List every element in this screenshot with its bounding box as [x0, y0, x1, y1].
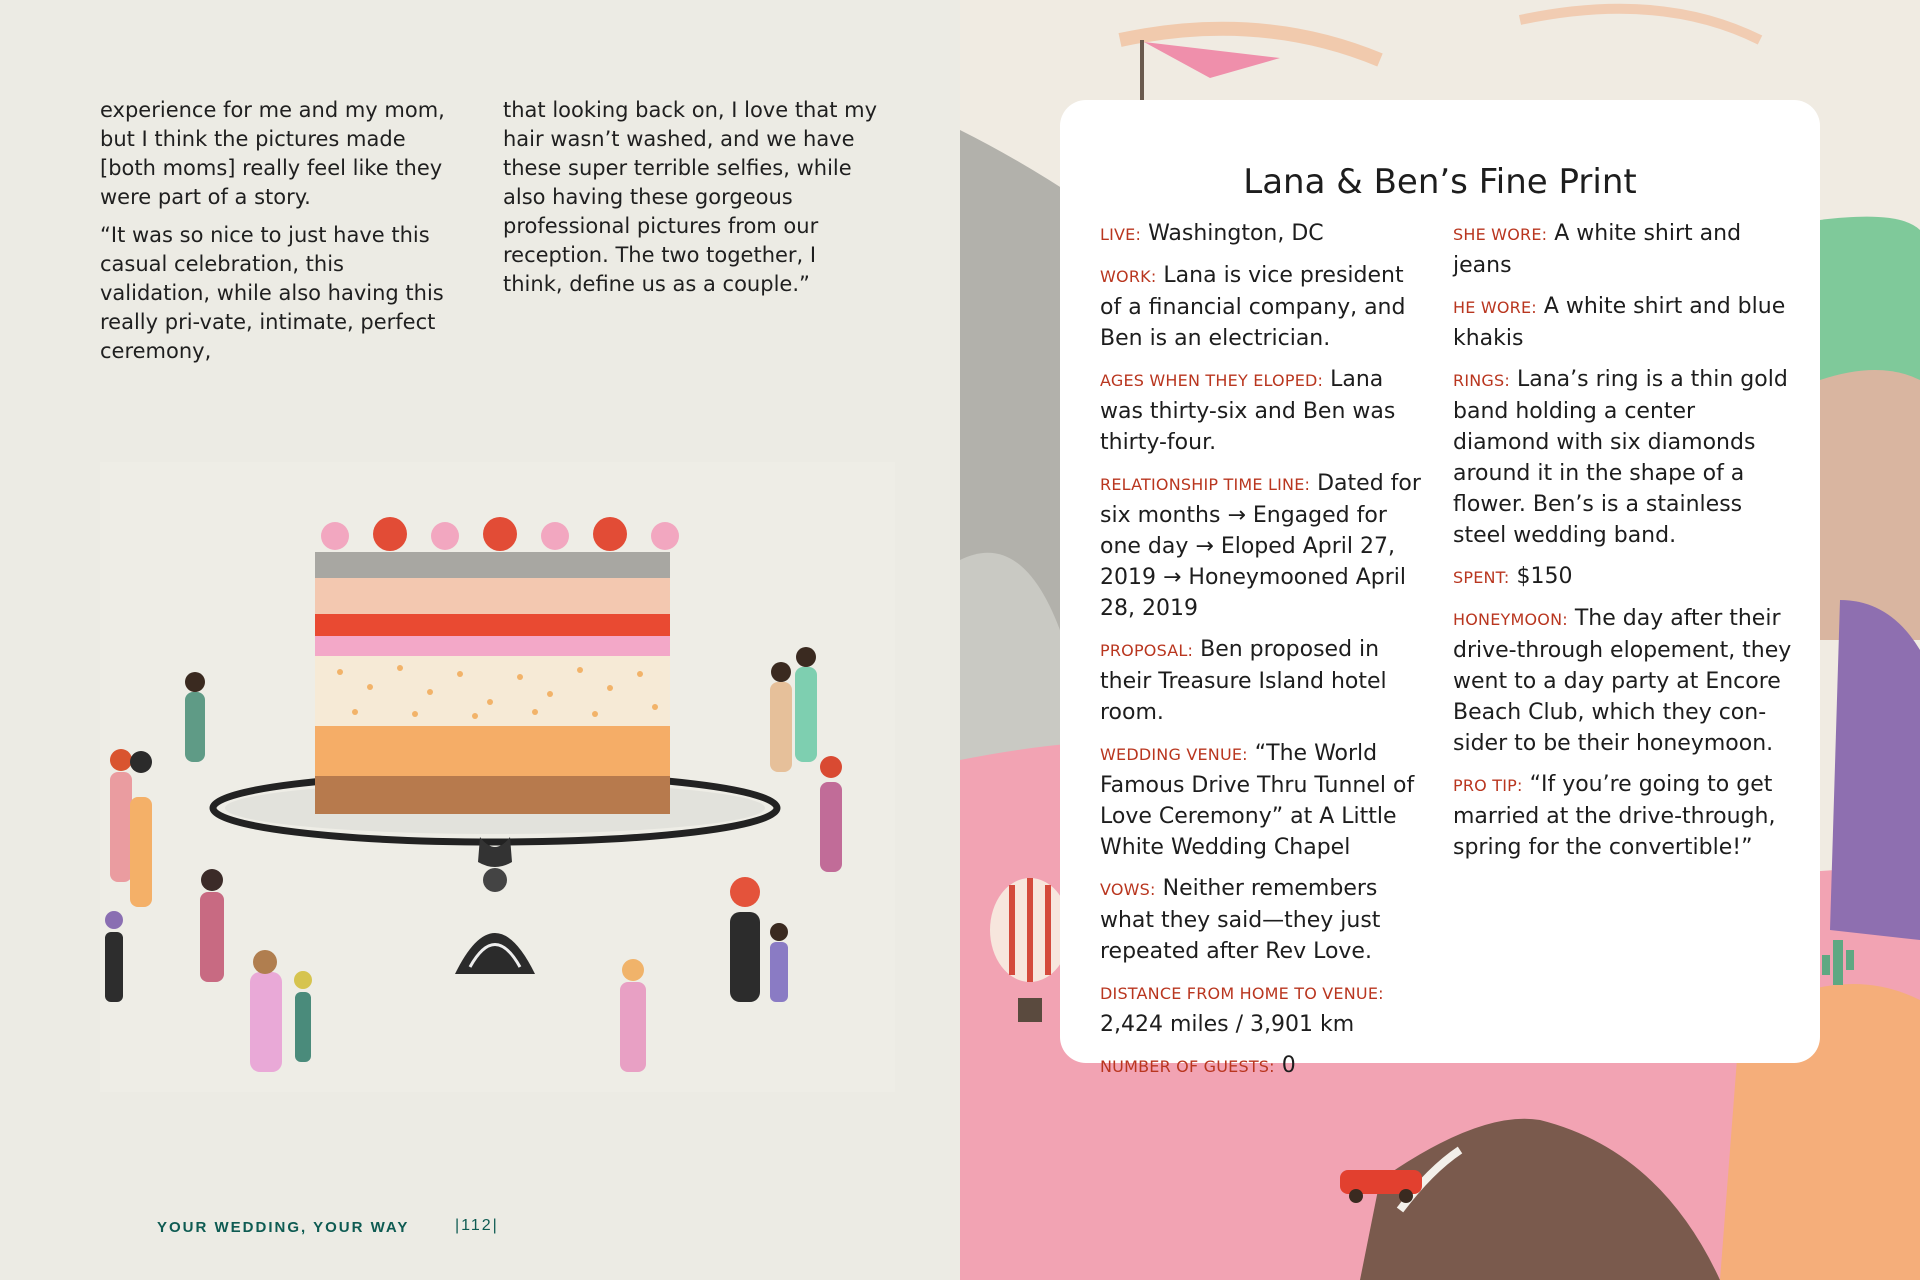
- fact-item: [1100, 634, 1430, 728]
- paragraph: that looking back on, I love that my hair wasn’t washed, and we have these super terrible selfies, while also having these gorgeous professional pictures from our reception. The two together, I think, define us as a couple.”: [503, 98, 878, 296]
- fact-label: LIVE:: [1100, 225, 1142, 244]
- fact-value: 2,424 miles / 3,901 km: [1100, 1012, 1355, 1037]
- fact-value: Lana was thirty-six and Ben was thirty-four.: [1100, 367, 1396, 455]
- text-column-2: [503, 96, 878, 308]
- fact-value: Dated for six months → Engaged for one day → Eloped April 27, 2019 → Honeymooned April 28, 2019: [1100, 471, 1421, 621]
- fact-label: SPENT:: [1453, 568, 1510, 587]
- wedding-cake-illustration: [100, 462, 895, 1092]
- fact-value: The day after their drive-through elopement, they went to a day party at Encore Beach Club, which they con-sider to be their honeymoon.: [1453, 606, 1792, 756]
- text-column-1: [100, 96, 455, 375]
- fact-item: [1100, 1050, 1430, 1082]
- page-number: |112|: [455, 1217, 499, 1234]
- cake: [315, 517, 679, 814]
- fact-value: Lana’s ring is a thin gold band holding a center diamond with six diamonds around it in the shape of a flower. Ben’s is a stainless steel wedding band.: [1453, 367, 1788, 548]
- fact-label: RINGS:: [1453, 371, 1510, 390]
- fact-item: [1453, 291, 1793, 354]
- fact-value: $150: [1516, 564, 1573, 589]
- fact-value: “The World Famous Drive Thru Tunnel of Love Ceremony” at A Little White Wedding Chapel: [1100, 741, 1415, 860]
- fact-item: [1453, 769, 1793, 863]
- fact-value: A white shirt and blue khakis: [1453, 294, 1786, 351]
- facts-column-left: [1100, 218, 1430, 1092]
- fact-value: Ben proposed in their Treasure Island hotel room.: [1100, 637, 1387, 725]
- fact-label: SHE WORE:: [1453, 225, 1548, 244]
- fact-label: HE WORE:: [1453, 298, 1537, 317]
- facts-column-right: [1453, 218, 1793, 873]
- fact-item: [1453, 603, 1793, 759]
- fact-value: 0: [1281, 1053, 1296, 1078]
- fact-item: [1100, 873, 1430, 967]
- fact-item: [1100, 364, 1430, 458]
- paragraph: experience for me and my mom, but I think the pictures made [both moms] really feel like they were part of a story.: [100, 98, 445, 209]
- fact-item: [1100, 977, 1430, 1040]
- fact-label: VOWS:: [1100, 880, 1156, 899]
- running-footer-title: YOUR WEDDING, YOUR WAY: [157, 1219, 410, 1236]
- fact-label: HONEYMOON:: [1453, 610, 1568, 629]
- fact-value: Lana is vice president of a financial company, and Ben is an electrician.: [1100, 263, 1406, 351]
- fine-print-card: [1060, 100, 1820, 1078]
- fact-item: [1100, 218, 1430, 250]
- fact-item: [1453, 218, 1793, 281]
- fact-label: WORK:: [1100, 267, 1157, 286]
- fact-label: PROPOSAL:: [1100, 641, 1194, 660]
- fact-value: A white shirt and jeans: [1453, 221, 1742, 278]
- fact-label: RELATIONSHIP TIME LINE:: [1100, 475, 1311, 494]
- page-number-value: 112: [461, 1217, 493, 1234]
- fact-label: DISTANCE FROM HOME TO VENUE:: [1100, 984, 1384, 1003]
- fact-item: [1453, 561, 1793, 593]
- fact-item: [1100, 468, 1430, 624]
- card-title: Lana & Ben’s Fine Print: [1243, 162, 1637, 203]
- fact-value: Washington, DC: [1148, 221, 1324, 246]
- fact-item: [1453, 364, 1793, 551]
- paragraph: “It was so nice to just have this casual celebration, this validation, while also having this really pri-vate, intimate, perfect ceremony,: [100, 223, 444, 363]
- fact-label: WEDDING VENUE:: [1100, 745, 1248, 764]
- fact-value: “If you’re going to get married at the drive-through, spring for the convertible!”: [1453, 772, 1776, 860]
- fact-item: [1100, 260, 1430, 354]
- fact-label: PRO TIP:: [1453, 776, 1523, 795]
- fact-item: [1100, 738, 1430, 863]
- fact-value: Neither remembers what they said—they just repeated after Rev Love.: [1100, 876, 1381, 964]
- fact-label: AGES WHEN THEY ELOPED:: [1100, 371, 1324, 390]
- fact-label: NUMBER OF GUESTS:: [1100, 1057, 1275, 1076]
